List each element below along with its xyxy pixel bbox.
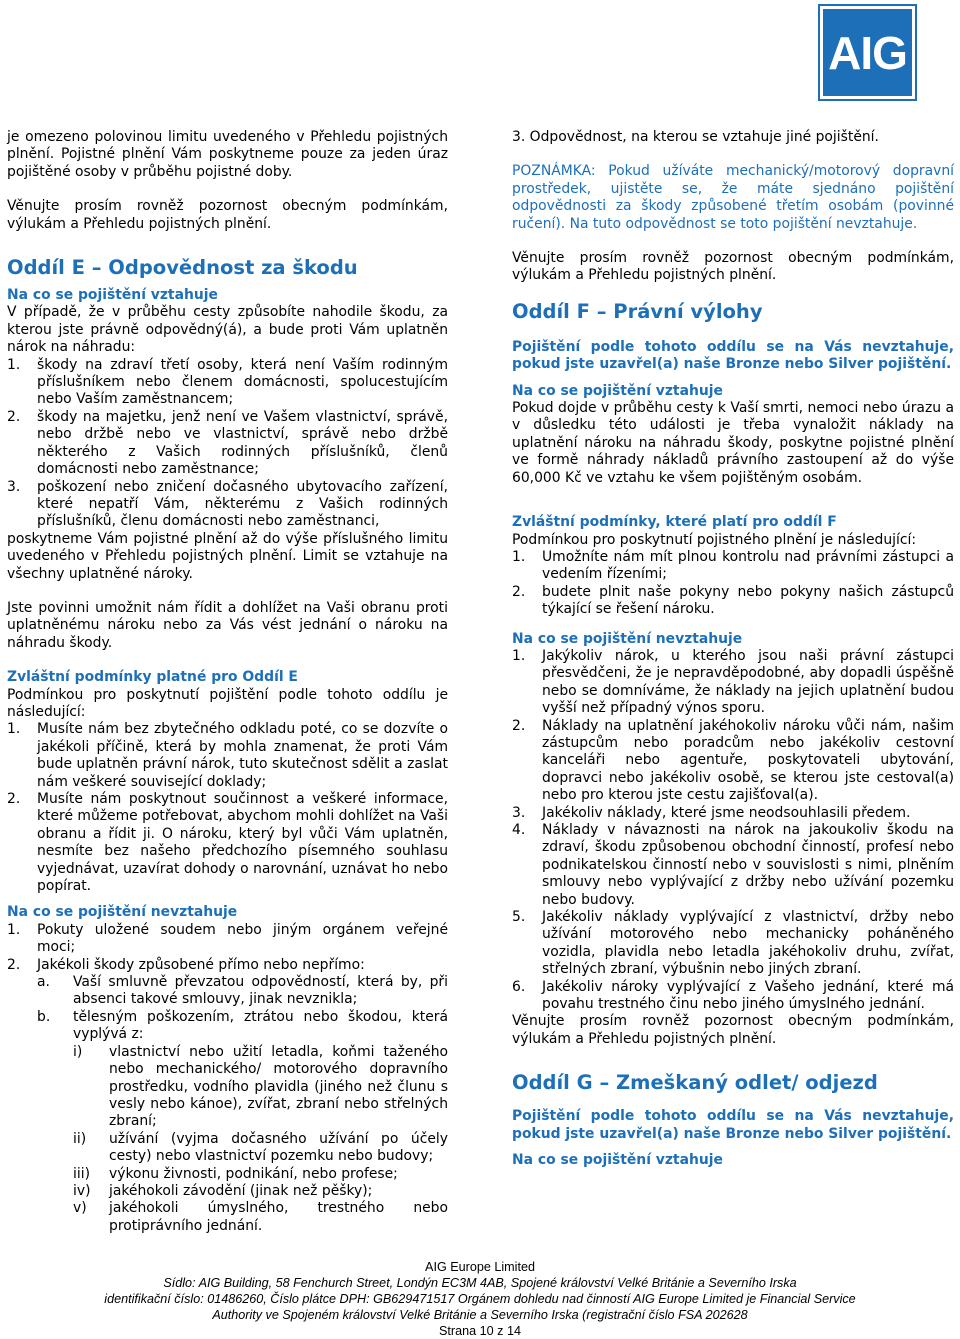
cover-text: V případě, že v průběhu cesty způsobíte nahodile škodu, za kterou jste právně odpovědný(á), a bude proti Vám uplatněn nárok na náhradu:	[7, 304, 448, 356]
aig-logo	[820, 6, 915, 99]
general-conditions-note: Věnujte prosím rovněž pozornost obecným podmínkám, výlukám a Přehledu pojistných plnění.	[512, 1013, 954, 1047]
section-g-bronze-note: Pojištění podle tohoto oddílu se na Vás nevztahuje, pokud jste uzavřel(a) naše Bronze nebo Silver pojištění.	[512, 1108, 954, 1142]
list-item: i) vlastnictví nebo užití letadla, koňmi taženého nebo mechanického/ motorového dopravního prostředku, vodního plavidla (jiného než člunu s vesly nebo kánoe), zvířat, zbraní nebo střelných zbraní;	[73, 1043, 448, 1130]
f-cover-text: Pokud dojde v průběhu cesty k Vaší smrti, nemoci nebo úrazu a v důsledku této události je třeba vynaložit náklady na uplatnění nároku na náhradu škody, poskytne pojistné plnění ve formě náhrady nákladů právního zastoupení až do výše 60,000 Kč ve vztahu ke všem pojištěným osobám.	[512, 400, 954, 486]
list-item: v) jakéhokoli úmyslného, trestného nebo protiprávního jednání.	[73, 1200, 448, 1234]
intro-paragraph: je omezeno polovinou limitu uvedeného v Přehledu pojistných plnění. Pojistné plnění Vám poskytneme pouze za jeden úraz pojištěné osoby v průběhu pojistné doby.	[7, 129, 448, 180]
list-item: 2. Musíte nám poskytnout součinnost a veškeré informace, které můžeme potřebovat, abychom mohli dohlížet na Vaši obranu a řídit ji. O nároku, který byl vůči Vám uplatněn, nesmíte bez našeho předchozího písemného souhlasu vyjednávat, uzavírat dohody o narovnání, uznávat ho nebo popírat.	[7, 791, 448, 895]
list-item: b. tělesným poškozením, ztrátou nebo škodou, která vyplývá z: i) vlastnictví nebo užití letadla, koňmi taženého nebo mechanického/ motorového dopravního prostředku, vodního plavidla (jiného než člunu s vesly nebo kánoe), zvířat, zbraní nebo střelných zbraní; ii) užívání (vyjma dočasného užívání po účely cesty) nebo vlastnictví pozemku nebo budovy; iii) výkonu živnosti, podnikání, nebo profese; iv) jakéhokoli závodění (jinak než pěšky); v) jakéhokoli úmyslného, trestného nebo protiprávního jednání.	[37, 1008, 448, 1234]
list-item: 2. škody na majetku, jenž není ve Vašem vlastnictví, správě, nebo držbě nebo ve vlastnictví, správě nebo držbě některého z Vašich rodinných příslušníků, členů domácnosti nebo zaměstnance;	[7, 408, 448, 478]
list-item: iv) jakéhokoli závodění (jinak než pěšky);	[73, 1182, 373, 1199]
exclusions-heading: Na co se pojištění nevztahuje	[7, 904, 238, 921]
cover-heading: Na co se pojištění vztahuje	[7, 287, 218, 304]
list-item: a. Vaší smluvně převzatou odpovědností, která by, při absenci takové smlouvy, jinak nevznikla;	[37, 974, 448, 1008]
footer-company: AIG Europe Limited	[425, 1260, 535, 1274]
section-f-title: Oddíl F – Právní výlohy	[512, 299, 763, 323]
general-conditions-note: Věnujte prosím rovněž pozornost obecným podmínkám, výlukám a Přehledu pojistných plnění.	[7, 198, 448, 232]
footer-address: Sídlo: AIG Building, 58 Fenchurch Street, Londýn EC3M 4AB, Spojené království Velké Británie a Severního Irska	[163, 1276, 797, 1290]
list-item: 2. budete plnit naše pokyny nebo pokyny našich zástupců týkající se řešení nároku.	[512, 583, 954, 618]
list-item: 1. Jakýkoliv nárok, u kterého jsou naši právní zástupci přesvědčeni, že je nepravděpodobné, aby dopadli úspěšně nebo se domníváme, že náklady na jejich uplatnění budou vyšší než případný výnos sporu.	[512, 647, 954, 717]
special-conditions-text: Podmínkou pro poskytnutí pojištění podle tohoto oddílu je následující:	[7, 686, 448, 720]
cover-list	[7, 357, 448, 531]
list-item: ii) užívání (vyjma dočasného užívání po účely cesty) nebo vlastnictví pozemku nebo budovy;	[73, 1130, 448, 1165]
section-g-title: Oddíl G – Zmeškaný odlet/ odjezd	[512, 1071, 878, 1095]
list-item: 2. Náklady na uplatnění jakéhokoliv nároku vůči nám, našim zástupcům nebo poradcům nebo jakékoliv cestovní kanceláři nebo agentuře, poskytovateli ubytování, dopravci nebo jakékoliv osobě, se kterou jste cestoval(a) nebo pro kterou jste cestu zajišťoval(a).	[512, 717, 954, 804]
list-item: 3. poškození nebo zničení dočasného ubytovacího zařízení, které nepatří Vám, některému z Vašich rodinných příslušníků, členu domácnosti nebo zaměstnanci,	[7, 478, 448, 530]
special-conditions-heading: Zvláštní podmínky platné pro Oddíl E	[7, 669, 298, 686]
page-number: Strana 10 z 14	[439, 1324, 521, 1338]
f-special-heading: Zvláštní podmínky, které platí pro oddíl F	[512, 514, 837, 531]
f-exclusions-heading: Na co se pojištění nevztahuje	[512, 630, 743, 647]
right-column	[512, 129, 954, 1170]
f-special-text: Podmínkou pro poskytnutí pojistného plnění je následující:	[512, 531, 917, 548]
list-item: 3. Jakékoliv náklady, které jsme neodsouhlasili předem.	[512, 804, 911, 821]
list-item: 2. Jakékoli škody způsobené přímo nebo nepřímo: a. Vaší smluvně převzatou odpovědností, která by, při absenci takové smlouvy, jinak nevznikla; b. tělesným poškozením, ztrátou nebo škodou, která vyplývá z: i) vlastnictví nebo užití letadla, koňmi taženého nebo mechanického/ motorového dopravního prostředku, vodního plavidla (jiného než člunu s vesly nebo kánoe), zvířat, zbraní nebo střelných zbraní; ii) užívání (vyjma dočasného užívání po účely cesty) nebo vlastnictví pozemku nebo budovy; iii) výkonu živnosti, podnikání, nebo profese; iv) jakéhokoli závodění (jinak než pěšky); v) jakéhokoli úmyslného, trestného nebo protiprávního jednání.	[7, 956, 448, 1234]
footer-authority: Authority ve Spojeném království Velké Británie a Severního Irska (registrační číslo FSA 202628	[212, 1308, 748, 1322]
list-item: 4. Náklady v návaznosti na nárok na jakoukoliv škodu na zdraví, škodu způsobenou obchodní činností, profesí nebo podnikatelskou činností nebo v souvislosti s nimi, plněním smlouvy nebo vyplývající z držby nebo užívání pozemku nebo budovy.	[512, 822, 954, 908]
footer-registration: identifikační číslo: 01486260, Číslo plátce DPH: GB629471517 Orgánem dohledu nad činností AIG Europe Limited je Financial Service	[104, 1292, 856, 1306]
general-conditions-note: Věnujte prosím rovněž pozornost obecným podmínkám, výlukám a Přehledu pojistných plnění.	[512, 250, 954, 284]
section-f-bronze-note: Pojištění podle tohoto oddílu se na Vás nevztahuje, pokud jste uzavřel(a) naše Bronze nebo Silver pojištění.	[512, 338, 954, 373]
list-item: 6. Jakékoliv nároky vyplývající z Vašeho jednání, které má povahu trestného činu nebo jiného úmyslného jednání.	[512, 978, 954, 1013]
list-item: 1. Pokuty uložené soudem nebo jiným orgánem veřejné moci;	[7, 921, 448, 956]
logo-text: AIG	[828, 26, 907, 79]
exclusions-list	[7, 922, 448, 1235]
list-item: 1. Musíte nám bez zbytečného odkladu poté, co se dozvíte o jakékoli příčině, která by mohla znamenat, že proti Vám bude uplatněn právní nárok, tuto skutečnost sdělit a zaslat nám veškeré související doklady;	[7, 721, 448, 790]
list-item: 1. Umožníte nám mít plnou kontrolu nad právními zástupci a vedením řízeními;	[512, 548, 954, 583]
f-exclusions-list	[512, 648, 954, 1014]
list-item: 5. Jakékoliv náklady vyplývající z vlastnictví, držby nebo užívání motorového nebo mechanicky poháněného vozidla, plavidla nebo letadla jakéhokoliv druhu, zvířat, střelných zbraní, výbušnin nebo jiných zbraní.	[512, 909, 954, 978]
cover-tail: poskytneme Vám pojistné plnění až do výše příslušného limitu uvedeného v Přehledu pojistných plnění. Limit se vztahuje na všechny uplatněné nároky.	[7, 530, 448, 582]
left-column	[7, 129, 448, 1235]
f-cover-heading: Na co se pojištění vztahuje	[512, 382, 723, 399]
list-item: 1. škody na zdraví třetí osoby, která není Vaším rodinným příslušníkem nebo členem domácnosti, spolucestujícím nebo Vaším zaměstnancem;	[7, 356, 448, 408]
section-e-title: Oddíl E – Odpovědnost za škodu	[7, 256, 358, 280]
page-footer	[0, 1259, 960, 1339]
g-cover-heading: Na co se pojištění vztahuje	[512, 1152, 723, 1169]
motor-vehicle-note: POZNÁMKA: Pokud užíváte mechanický/motorový dopravní prostředek, ujistěte se, že máte sjednáno pojištění odpovědnosti za škody způsobené třetím osobám (povinné ručení). Na tuto odpovědnost se toto pojištění nevztahuje.	[512, 163, 954, 232]
control-text: Jste povinni umožnit nám řídit a dohlížet na Vaši obranu proti uplatněnému nároku nebo za Vás vést jednání o nároku na náhradu škody.	[7, 599, 448, 651]
f-special-list	[512, 549, 954, 619]
exclusions-sublist	[37, 974, 448, 1235]
list-item: iii) výkonu živnosti, podnikání, nebo profese;	[73, 1165, 398, 1182]
special-conditions-list	[7, 721, 448, 895]
exclusions-roman-list	[73, 1044, 448, 1235]
exclusion-item-3: 3. Odpovědnost, na kterou se vztahuje jiné pojištění.	[512, 129, 879, 145]
